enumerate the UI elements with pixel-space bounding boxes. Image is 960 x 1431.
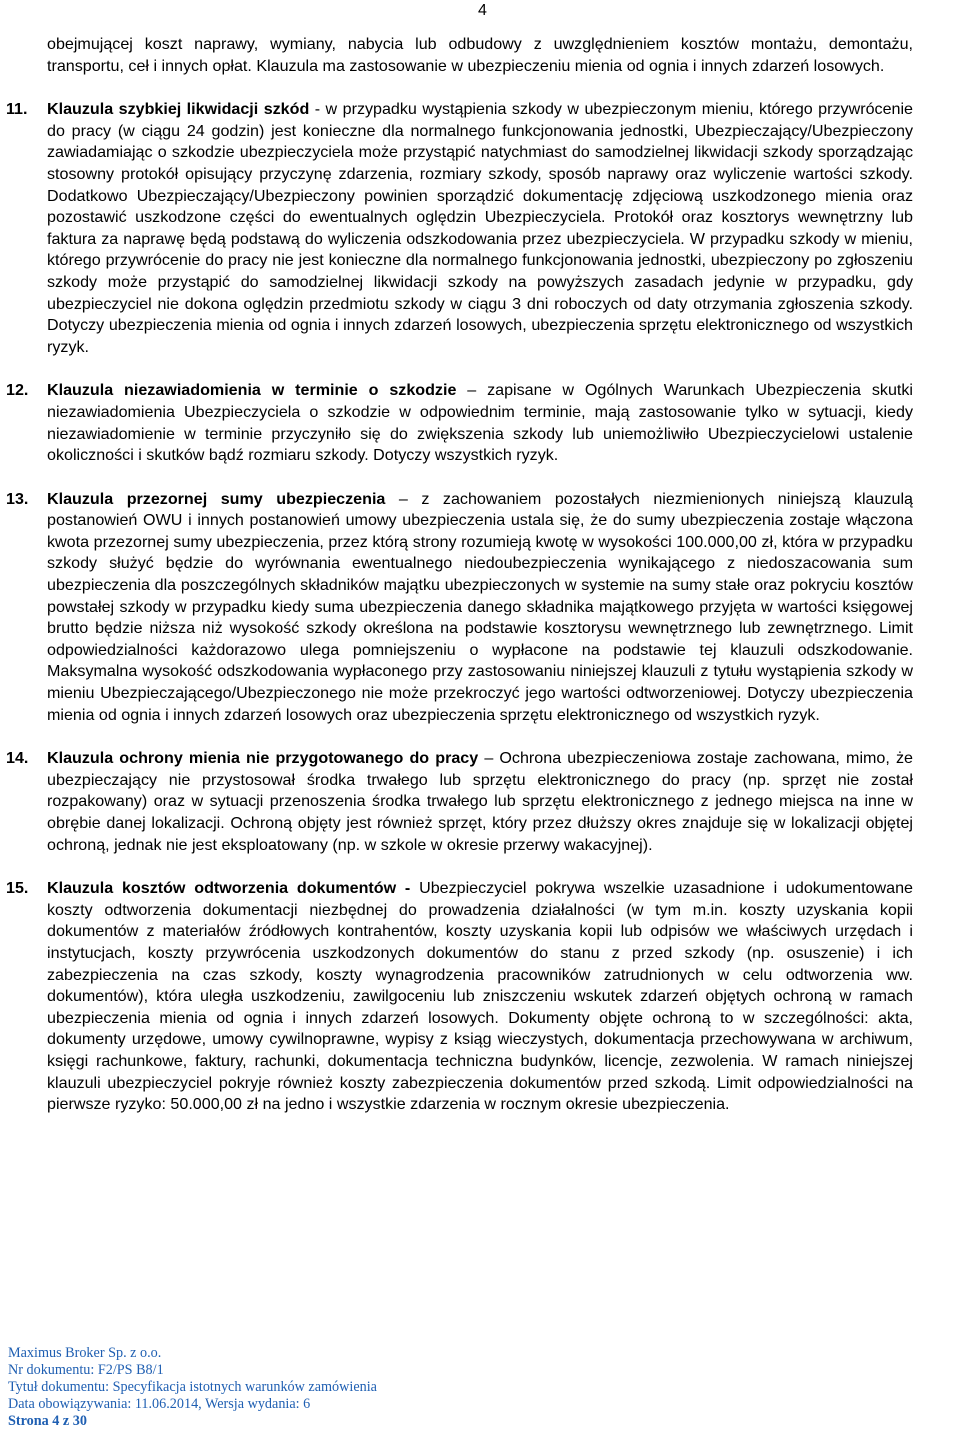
clause-text: – Ochrona ubezpieczeniowa zostaje zachowana, mimo, że ubezpieczający nie przystosował środka trwałego lub sprzętu elektronicznego do pracy (np. sprzęt nie został rozpakowany) oraz w sytuacji przenoszenia środka trwałego lub sprzętu elektronicznego z jednego miejsca na inne w obrębie danej lokalizacji. Ochroną objęty jest również sprzęt, który przez dłuższy okres znajduje się w lokalizacji objętej ochroną, jednak nie jest eksploatowany (np. w szkole w okresie przerwy wakacyjnej).: [47, 749, 913, 854]
footer-page: Strona 4 z 30: [8, 1413, 87, 1429]
footer-doc-title: Tytuł dokumentu: Specyfikacja istotnych warunków zamówienia: [8, 1379, 377, 1395]
clause-text: - w przypadku wystąpienia szkody w ubezpieczonym mieniu, którego przywrócenie do pracy (w ciągu 24 godzin) jest konieczne dla normalnego funkcjonowania jednostki, Ubezpieczający/Ubezpieczony zawiadamiając o szkodzie ubezpieczyciela może przystąpić natychmiast do samodzielnej likwidacji szkody sporządzając stosowny protokół opisujący przyczynę zdarzenia, rozmiary szkody, sposób naprawy oraz wyliczenie wartości szkody. Dodatkowo Ubezpieczający/Ubezpieczony powinien sporządzić dokumentację zdjęciową uszkodzonego mienia oraz pozostawić uszkodzone części do ewentualnych oględzin Ubezpieczyciela. Protokół oraz kosztorys wewnętrzny lub faktura za naprawę będą podstawą do wyliczenia odszkodowania przez ubezpieczyciela. W przypadku szkody w mieniu, którego przywrócenie do pracy nie jest konieczne dla normalnego funkcjonowania jednostki, ubezpieczony po zgłoszeniu szkody może przystąpić do samodzielnej likwidacji szkody na powyższych zasadach jedynie w przypadku, gdy ubezpieczyciel nie dokona oględzin przedmiotu szkody w ciągu 3 dni roboczych od daty otrzymania zgłoszenia szkody. Dotyczy ubezpieczenia mienia od ognia i innych zdarzeń losowych, ubezpieczenia sprzętu elektronicznego od wszystkich ryzyk.: [47, 100, 913, 356]
clause-text: – z zachowaniem pozostałych niezmienionych niniejszą klauzulą postanowień OWU i innych postanowień umowy ubezpieczenia ustala się, że do sumy ubezpieczenia zostaje włączona kwota przezornej sumy ubezpieczenia, przez którą strony rozumieją kwotę w wysokości 100.000,00 zł, która w przypadku szkody służyć będzie do wyrównania ewentualnego niedoubezpieczenia wynikającego z niedoszacowania sum ubezpieczenia dla poszczególnych składników majątku ubezpieczonych w systemie na sumy stałe oraz pokryciu kosztów powstałej szkody w przypadku kiedy suma ubezpieczenia danego składnika majątkowego przyjęta w wartości księgowej brutto będzie niższa niż wysokość szkody określona na podstawie kosztorysu wewnętrznego lub zewnętrznego. Limit odpowiedzialności każdorazowo ulega pomniejszeniu o wypłacone na podstawie tej klauzuli odszkodowanie. Maksymalna wysokość odszkodowania wypłaconego przy zastosowaniu niniejszej klauzuli z tytułu wystąpienia szkody w mieniu Ubezpieczającego/Ubezpieczonego nie może przekroczyć jego wartości odtworzeniowej. Dotyczy ubezpieczenia mienia od ognia i innych zdarzeń losowych oraz ubezpieczenia sprzętu elektronicznego od wszystkich ryzyk.: [47, 489, 913, 724]
clause-15: [6, 878, 913, 1116]
clause-14: [6, 748, 913, 856]
clause-title: Klauzula przezornej sumy ubezpieczenia: [47, 489, 386, 508]
clause-title: Klauzula kosztów odtworzenia dokumentów -: [47, 879, 411, 898]
intro-paragraph: obejmującej koszt naprawy, wymiany, nabycia lub odbudowy z uwzględnieniem kosztów montażu, demontażu, transportu, ceł i innych opłat. Klauzula ma zastosowanie w ubezpieczeniu mienia od ognia i innych zdarzeń losowych.: [47, 35, 913, 75]
clause-title: Klauzula niezawiadomienia w terminie o szkodzie: [47, 381, 457, 400]
document-footer: [8, 1345, 377, 1430]
footer-validity: Data obowiązywania: 11.06.2014, Wersja wydania: 6: [8, 1396, 311, 1412]
clause-text: – zapisane w Ogólnych Warunkach Ubezpieczenia skutki niezawiadomienia Ubezpieczyciela o szkodzie w odpowiednim terminie, mają zastosowanie tylko w sytuacji, kiedy niezawiadomienie w terminie przyczyniło się do zwiększenia szkody lub uniemożliwiło Ubezpieczycielowi ustalenie okoliczności i skutków bądź rozmiaru szkody. Dotyczy wszystkich ryzyk.: [47, 381, 913, 465]
clause-11: [6, 99, 913, 358]
clause-number: 13.: [6, 489, 29, 508]
page-number: 4: [478, 2, 487, 19]
footer-doc-number: Nr dokumentu: F2/PS B8/1: [8, 1362, 164, 1378]
footer-company: Maximus Broker Sp. z o.o.: [8, 1345, 162, 1361]
clause-title: Klauzula szybkiej likwidacji szkód: [47, 100, 310, 119]
clause-number: 12.: [6, 381, 29, 400]
clause-12: [6, 380, 913, 466]
clause-number: 15.: [6, 879, 29, 898]
clause-number: 14.: [6, 749, 29, 768]
clause-number: 11.: [6, 100, 28, 119]
clause-13: [6, 489, 913, 727]
document-body: [6, 34, 913, 1116]
clause-text: Ubezpieczyciel pokrywa wszelkie uzasadnione i udokumentowane koszty odtworzenia dokumentacji niezbędnej do prowadzenia działalności (w tym m.in. koszty uzyskania kopii dokumentów z materiałów źródłowych kontrahentów, koszty uzyskania kopii lub odpisów we właściwych urzędach i instytucjach, koszty przywrócenia uszkodzonych dokumentów do stanu z przed szkody (np. osuszenie) i ich zabezpieczenia na czas szkody, koszty wynagrodzenia pracowników zatrudnionych w celu odtworzenia ww. dokumentów), która uległa uszkodzeniu, zawilgoceniu lub zniszczeniu wskutek zdarzeń objętych ochroną w ramach ubezpieczenia mienia od ognia i innych zdarzeń losowych. Dokumenty objęte ochroną to w szczególności: akta, dokumenty urzędowe, umowy cywilnoprawne, wypisy z ksiąg wieczystych, dokumentacja przechowywana w archiwum, księgi rachunkowe, faktury, rachunki, dokumentacja techniczna budynków, licencje, zezwolenia. W ramach niniejszej klauzuli ubezpieczyciel pokryje również koszty zabezpieczenia dokumentów przed szkodą. Limit odpowiedzialności na pierwsze ryzyko: 50.000,00 zł na jedno i wszystkie zdarzenia w rocznym okresie ubezpieczenia.: [47, 879, 913, 1114]
clause-title: Klauzula ochrony mienia nie przygotowanego do pracy: [47, 749, 479, 768]
